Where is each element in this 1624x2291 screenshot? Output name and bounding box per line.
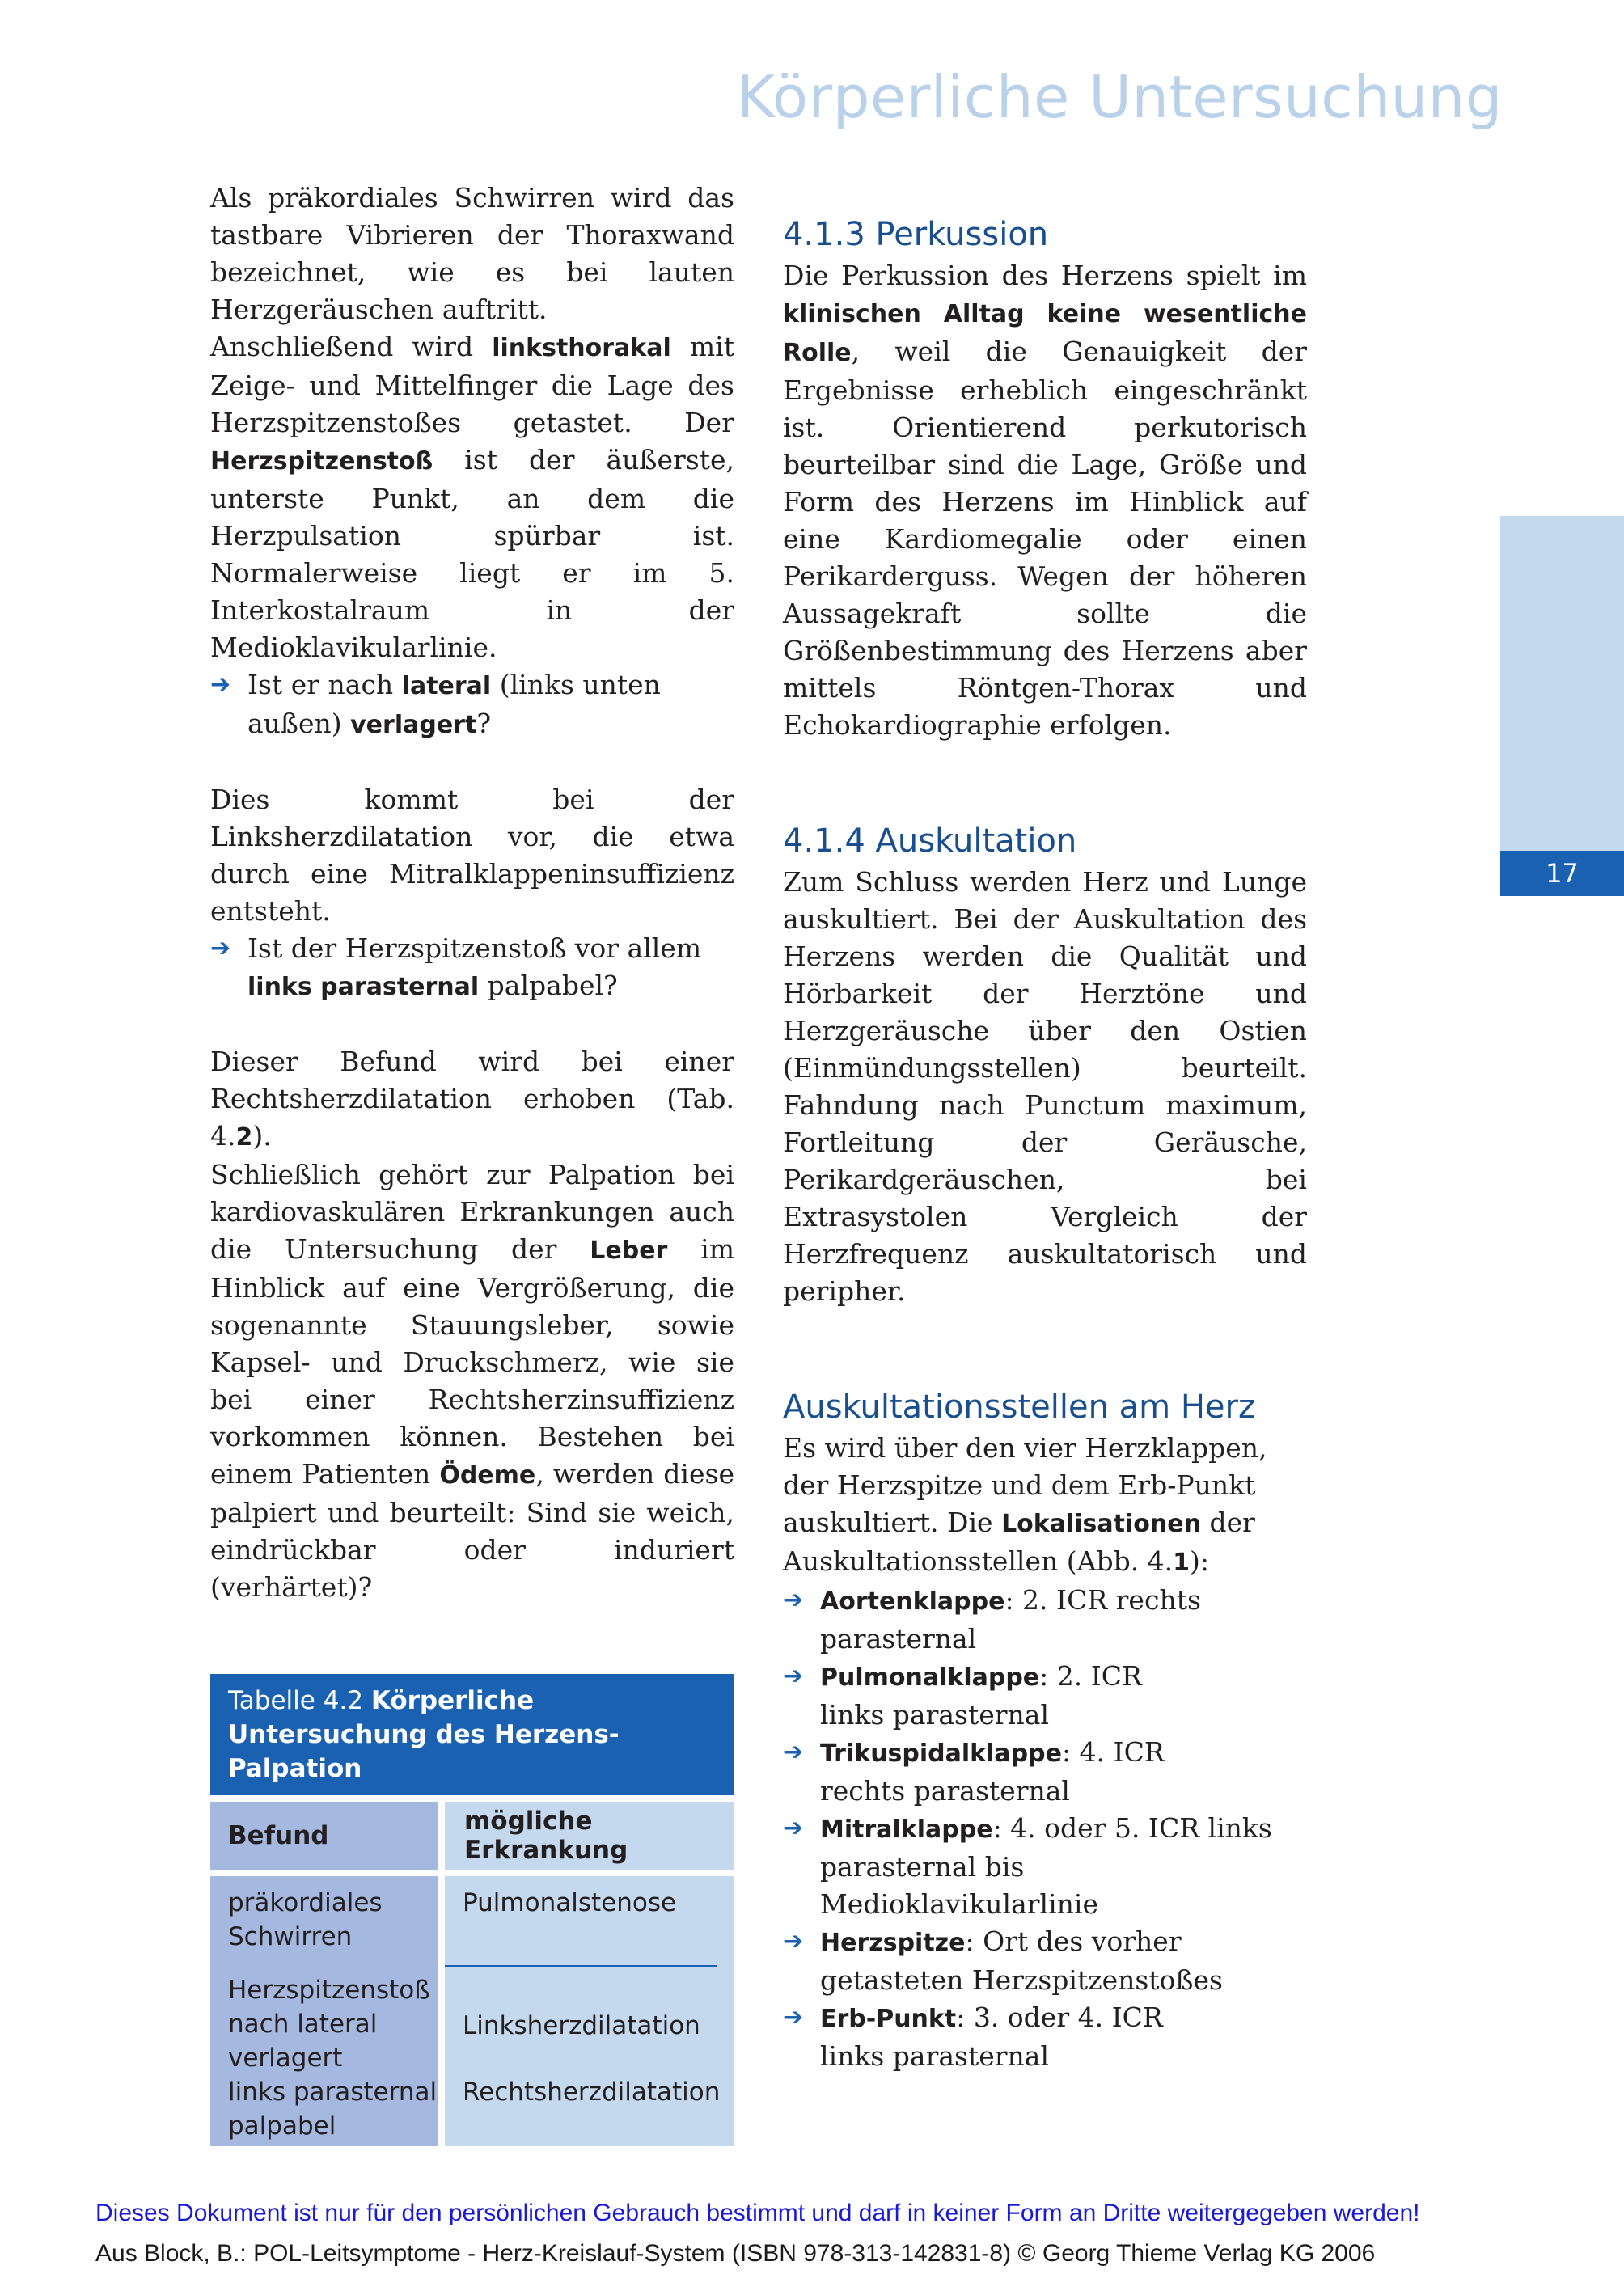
text: Anschließend wird: [210, 331, 493, 362]
text: (links unten außen): [247, 669, 661, 739]
bold-term: 2: [235, 1123, 253, 1152]
text: ).: [252, 1120, 272, 1152]
bold-term: Ödeme: [439, 1461, 536, 1490]
right-column: [783, 212, 1307, 2075]
paragraph-perkussion: [783, 257, 1307, 744]
table-header-erkrankung: mögliche Erkrankung: [438, 1802, 734, 1870]
heading-perkussion: 4.1.3 Perkussion: [783, 216, 1049, 253]
table-body: [210, 1876, 734, 2146]
text: Schließlich gehört zur Palpation bei kardiovaskulären Erkrankungen auch die Untersuchung der: [210, 1159, 734, 1265]
table-cell: Rechtsherzdilatation: [463, 2078, 721, 2107]
list-item: [783, 1658, 1307, 1734]
bold-term: lateral: [401, 672, 492, 700]
table-cell: präkordiales Schwirren: [228, 1888, 383, 1951]
side-tab: [1500, 516, 1624, 896]
heading-auskultation: 4.1.4 Auskultation: [783, 822, 1077, 860]
text: , weil die Genauigkeit der Ergebnisse erheblich eingeschränkt ist. Orientierend perkutorisch beurteilbar sind die Lage, Größe und Form des Herzens im Hinblick auf eine Kardiomegalie oder einen Perikarderguss. Wegen der höheren Aussagekraft sollte die Größenbestimmung des Herzens aber mittels Röntgen-Thorax und Echokardiographie erfolgen.: [783, 336, 1307, 741]
text: Ist er nach: [247, 669, 402, 700]
paragraph-schwirren: Als präkordiales Schwirren wird das tastbare Vibrieren der Thoraxwand bezeichnet, wie es bei lauten Herzgeräuschen auftritt.: [210, 182, 734, 325]
question-parasternal: [210, 930, 734, 1006]
text: : 4. ICR rechts parasternal: [820, 1736, 1165, 1807]
table-cell: Herzspitzenstoß nach lateral verlagert: [228, 1976, 430, 2073]
text: palpabel?: [479, 970, 618, 1001]
text: : 3. oder 4. ICR links parasternal: [820, 2001, 1163, 2072]
text: der Auskultationsstellen (Abb. 4.: [783, 1507, 1255, 1577]
heading-auskultationsstellen: Auskultationsstellen am Herz: [783, 1389, 1255, 1426]
bold-term: Aortenklappe: [820, 1587, 1005, 1616]
table-header-row: [210, 1802, 734, 1870]
text: Es wird über den vier Herzklappen, der Herzspitze und dem Erb-Punkt auskultiert. Die: [783, 1432, 1267, 1538]
table-cell: links parasternal palpabel: [228, 2078, 438, 2141]
bold-term: Mitralklappe: [820, 1815, 993, 1844]
running-head: Körperliche Untersuchung: [736, 63, 1503, 131]
text: mit Zeige- und Mittelfinger die Lage des Herzspitzenstoßes getastet. Der: [210, 331, 734, 438]
bold-term: Erb-Punkt: [820, 2005, 957, 2033]
bold-term: Lokalisationen: [1001, 1510, 1201, 1538]
text: : 4. oder 5. ICR links parasternal bis Medioklavikularlinie: [820, 1812, 1272, 1920]
table-cell: Pulmonalstenose: [445, 1876, 717, 1967]
bold-term: links parasternal: [247, 973, 480, 1001]
text: Ist der Herzspitzenstoß vor allem: [247, 932, 702, 964]
palpation-table: [210, 1674, 734, 2146]
list-item: [783, 1923, 1307, 1999]
text: : 2. ICR rechts parasternal: [820, 1584, 1201, 1655]
text: im Hinblick auf eine Vergrößerung, die sogenannte Stauungsleber, sowie Kapsel- und Druckschmerz, wie sie bei einer Rechtsherzinsuffizienz vorkommen können. Bestehen bei einem Patienten: [210, 1233, 734, 1490]
paragraph-leber: [210, 1156, 734, 1606]
bold-term: Leber: [590, 1236, 668, 1265]
bold-term: 1: [1173, 1549, 1191, 1577]
text: ):: [1190, 1545, 1210, 1577]
footer-source: Aus Block, B.: POL-Leitsymptome - Herz-Kreislauf-System (ISBN 978-313-142831-8) © Georg Thieme Verlag KG 2006: [95, 2240, 1376, 2267]
table-caption-prefix: Tabelle 4.2: [228, 1686, 371, 1715]
paragraph-auskultation: Zum Schluss werden Herz und Lunge auskultiert. Bei der Auskultation des Herzens werden die Qualität und Hörbarkeit der Herztöne und Herzgeräusche über den Ostien (Einmündungsstellen) beurteilt. Fahndung nach Punctum maximum, Fortleitung der Geräusche, Perikardgeräuschen, bei Extrasystolen Vergleich der Herzfrequenz auskultatorisch und peripher.: [783, 866, 1307, 1307]
text: : Ort des vorher getasteten Herzspitzenstoßes: [820, 1925, 1223, 1996]
footer-notice: Dieses Dokument ist nur für den persönlichen Gebrauch bestimmt und darf in keiner Form an Dritte weitergegeben werden!: [95, 2200, 1420, 2226]
bold-term: verlagert: [350, 711, 477, 739]
arrow-icon: ➔: [783, 1662, 804, 1690]
text: Dieser Befund wird bei einer Rechtsherzdilatation erhoben (Tab. 4.: [210, 1046, 734, 1152]
arrow-icon: ➔: [783, 2003, 804, 2031]
text: ?: [476, 708, 492, 739]
paragraph-rechtsherz: [210, 1043, 734, 1156]
bold-term: Pulmonalklappe: [820, 1663, 1040, 1692]
question-lateral: [210, 666, 734, 744]
table-col-befund: [210, 1876, 438, 2146]
table-caption-title: Körperliche Untersuchung des Herzens- Palpation: [228, 1686, 620, 1783]
arrow-icon: ➔: [783, 1927, 804, 1955]
list-item: [783, 1810, 1307, 1923]
paragraph-herzspitzenstoss: [210, 328, 734, 666]
bold-term: Herzspitzenstoß: [210, 447, 433, 476]
bold-term: Trikuspidalklappe: [820, 1739, 1062, 1768]
table-caption: [210, 1674, 734, 1795]
list-item: [783, 1734, 1307, 1810]
table-col-erkrankung: [438, 1876, 734, 2146]
paragraph-linksherz: Dies kommt bei der Linksherzdilatation vor, die etwa durch eine Mitralklappeninsuffizienz entsteht.: [210, 784, 734, 927]
arrow-icon: ➔: [783, 1738, 804, 1766]
arrow-icon: ➔: [210, 934, 231, 962]
text: ist der äußerste, unterste Punkt, an dem die Herzpulsation spürbar ist. Normalerweise liegt er im 5. Interkostalraum in der Medioklavikularlinie.: [210, 444, 734, 663]
bold-term: Herzspitze: [820, 1929, 966, 1957]
arrow-icon: ➔: [210, 670, 231, 699]
bold-term: linksthorakal: [492, 334, 671, 362]
text: Die Perkussion des Herzens spielt im: [783, 260, 1307, 291]
arrow-icon: ➔: [783, 1586, 804, 1614]
auskultation-list: [783, 1582, 1307, 2075]
list-item: [783, 1999, 1307, 2075]
text: , werden diese palpiert und beurteilt: Sind sie weich, eindrückbar oder induriert (verhärtet)?: [210, 1458, 734, 1603]
list-item: [783, 1582, 1307, 1658]
arrow-icon: ➔: [783, 1814, 804, 1842]
bold-term: klinischen Alltag keine wesentliche Rolle: [783, 300, 1307, 367]
table-cell: Linksherzdilatation: [463, 2011, 700, 2040]
text: : 2. ICR links parasternal: [820, 1660, 1142, 1731]
table-header-befund: Befund: [210, 1802, 438, 1870]
page-number: 17: [1500, 851, 1624, 896]
paragraph-auskultationsstellen: [783, 1430, 1307, 1582]
left-column: [210, 180, 734, 2146]
